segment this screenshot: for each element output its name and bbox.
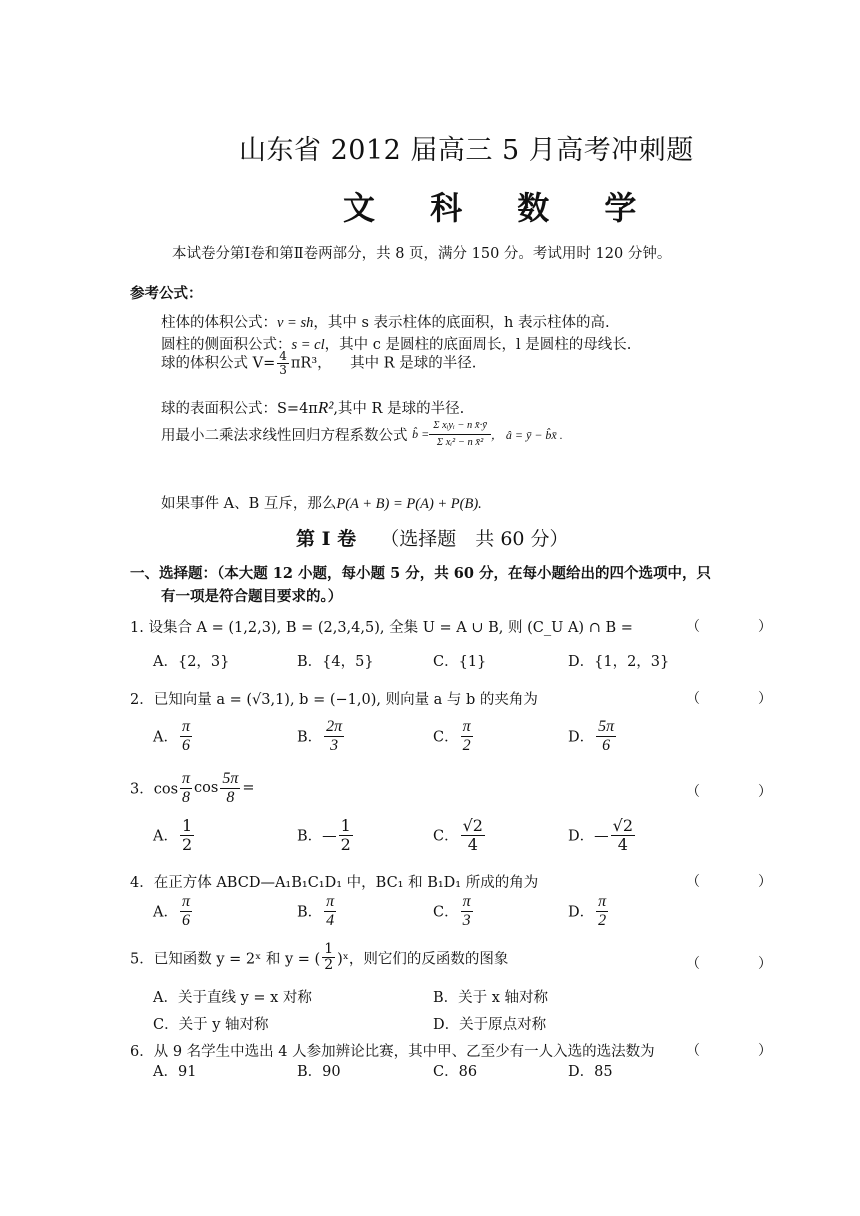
question-5-stem bbox=[130, 942, 508, 974]
fraction-numerator: π bbox=[181, 718, 190, 735]
question-2-option-d[interactable] bbox=[568, 718, 618, 754]
option-label: D．— bbox=[568, 828, 609, 845]
option-fraction bbox=[596, 893, 608, 929]
question-4-answer-paren: （ ） bbox=[686, 874, 794, 890]
question-4-option-b[interactable] bbox=[297, 893, 338, 929]
question-6-answer-paren: （ ） bbox=[686, 1043, 794, 1059]
fraction-denominator: 6 bbox=[181, 911, 190, 929]
option-label: B．— bbox=[297, 828, 337, 845]
option-fraction bbox=[461, 718, 473, 754]
exam-title: 山东省 2012 届高三 5 月高考冲刺题 bbox=[239, 135, 694, 166]
fraction-denominator: 2 bbox=[324, 957, 334, 974]
formula-sphere-area bbox=[161, 397, 464, 418]
question-2-option-c[interactable] bbox=[433, 718, 475, 754]
question-6-option-c[interactable]: C．86 bbox=[433, 1064, 478, 1080]
formula-exclusive-events bbox=[161, 492, 482, 513]
fraction-denominator: 8 bbox=[226, 788, 235, 806]
formula-regression-a: ， â = ȳ − b̂x̄ . bbox=[490, 428, 563, 443]
option-fraction bbox=[611, 817, 635, 853]
formula-sphere-area-suffix: ,其中 R 是球的半径. bbox=[333, 401, 465, 417]
section-title-suffix: （选择题 共 60 分） bbox=[380, 528, 569, 550]
section-heading bbox=[296, 524, 569, 551]
option-label: D． bbox=[568, 904, 595, 921]
question-2-option-b[interactable] bbox=[297, 718, 346, 754]
option-label: C． bbox=[433, 828, 459, 845]
formula-sphere-volume-suffix: 其中 R 是球的半径. bbox=[350, 355, 477, 372]
question-3-option-d[interactable] bbox=[568, 817, 637, 853]
question-6-option-a[interactable]: A．91 bbox=[153, 1064, 197, 1080]
fraction-numerator: 5π bbox=[598, 718, 615, 735]
question-3-stem-mid: cos bbox=[194, 780, 219, 797]
question-4-option-d[interactable] bbox=[568, 893, 610, 929]
question-1-option-c[interactable]: C．{1} bbox=[433, 654, 487, 670]
formula-sphere-volume-tail: πR³， bbox=[290, 355, 332, 372]
fraction-numerator: π bbox=[598, 893, 607, 910]
option-fraction bbox=[461, 817, 485, 853]
question-2-stem: 2．已知向量 a = (√3,1), b = (−1,0), 则向量 a 与 b 的夹角为 bbox=[130, 692, 538, 708]
question-3-fraction-2 bbox=[220, 770, 240, 806]
regression-denominator: Σ xᵢ² − n x̄² bbox=[436, 437, 484, 449]
question-1-option-d[interactable]: D．{1，2，3} bbox=[568, 654, 670, 670]
fraction-numerator: 4 bbox=[279, 349, 287, 363]
formula-regression-prefix: 用最小二乘法求线性回归方程系数公式 bbox=[161, 428, 408, 445]
option-label: B． bbox=[297, 729, 323, 746]
question-2-option-a[interactable] bbox=[153, 718, 194, 754]
question-4-option-c[interactable] bbox=[433, 893, 475, 929]
formula-sphere-volume-prefix: 球的体积公式 V= bbox=[161, 355, 276, 372]
fraction-numerator: π bbox=[462, 718, 471, 735]
question-4-stem: 4．在正方体 ABCD—A₁B₁C₁D₁ 中，BC₁ 和 B₁D₁ 所成的角为 bbox=[130, 875, 539, 891]
fraction-numerator: 1 bbox=[181, 816, 193, 835]
instructions-line-2: 有一项是符合题目要求的。） bbox=[161, 588, 343, 605]
question-6-stem: 6．从 9 名学生中选出 4 人参加辨论比赛，其中甲、乙至少有一人入选的选法数为 bbox=[130, 1044, 655, 1060]
question-3-stem bbox=[130, 770, 255, 806]
fraction-numerator: π bbox=[181, 893, 190, 910]
fraction-numerator: π bbox=[182, 770, 191, 787]
question-3-option-c[interactable] bbox=[433, 817, 487, 853]
option-fraction bbox=[324, 718, 344, 754]
fraction-denominator: 2 bbox=[598, 911, 607, 929]
formula-sphere-volume-fraction bbox=[277, 350, 289, 377]
fraction-denominator: 2 bbox=[462, 736, 471, 754]
question-1-answer-paren: （ ） bbox=[686, 619, 794, 635]
question-5-option-d[interactable]: D．关于原点对称 bbox=[433, 1017, 547, 1033]
formula-sphere-volume bbox=[161, 350, 476, 377]
fraction-numerator: 1 bbox=[340, 816, 351, 835]
option-fraction bbox=[180, 817, 194, 853]
fraction-denominator: 8 bbox=[182, 788, 191, 806]
fraction-denominator: 6 bbox=[602, 736, 611, 754]
formula-regression-fraction bbox=[429, 420, 491, 449]
question-3-answer-paren: （ ） bbox=[686, 784, 794, 800]
question-5-answer-paren: （ ） bbox=[686, 956, 794, 972]
option-fraction bbox=[596, 718, 616, 754]
fraction-denominator: 3 bbox=[279, 363, 287, 378]
question-5-option-c[interactable]: C．关于 y 轴对称 bbox=[153, 1017, 269, 1033]
exam-intro: 本试卷分第Ⅰ卷和第Ⅱ卷两部分，共 8 页，满分 150 分。考试用时 120 分钟。 bbox=[172, 246, 672, 262]
question-1-option-b[interactable]: B．{4，5} bbox=[297, 654, 374, 670]
fraction-numerator: 5π bbox=[222, 770, 239, 787]
formula-regression-b: b̂ = bbox=[412, 427, 430, 442]
instructions-line-1: 一、选择题：（本大题 12 小题，每小题 5 分，共 60 分，在每小题给出的四个选项中，只 bbox=[130, 565, 711, 582]
formulas-heading: 参考公式： bbox=[130, 285, 203, 302]
question-5-fraction bbox=[322, 942, 335, 974]
formula-cylinder-expr: s = cl bbox=[291, 337, 325, 353]
option-fraction bbox=[180, 718, 192, 754]
option-label: A． bbox=[153, 729, 178, 746]
question-5-stem-prefix: 5．已知函数 y = 2ˣ 和 y = ( bbox=[130, 951, 321, 968]
option-fraction bbox=[461, 893, 473, 929]
formula-prism bbox=[161, 311, 610, 332]
fraction-numerator: √2 bbox=[462, 816, 483, 835]
fraction-numerator: √2 bbox=[612, 816, 634, 835]
formula-sphere-area-prefix: 球的表面积公式：S=4π bbox=[161, 401, 318, 417]
question-3-stem-prefix: 3．cos bbox=[130, 781, 179, 798]
formula-cylinder-prefix: 圆柱的侧面积公式： bbox=[161, 337, 292, 353]
formula-exclusive-expr: P(A + B) = P(A) + P(B). bbox=[336, 496, 482, 512]
regression-numerator: Σ xᵢyᵢ − n x̄·ȳ bbox=[429, 420, 491, 435]
formula-prism-expr: v = sh bbox=[277, 315, 314, 331]
option-fraction bbox=[339, 817, 353, 853]
option-label: A． bbox=[153, 904, 178, 921]
question-3-stem-suffix: = bbox=[242, 780, 255, 797]
option-fraction bbox=[180, 893, 192, 929]
question-3-option-b[interactable] bbox=[297, 817, 355, 853]
fraction-denominator: 4 bbox=[326, 911, 335, 929]
fraction-denominator: 4 bbox=[617, 834, 628, 854]
section-title: 第 I 卷 bbox=[296, 528, 357, 550]
fraction-denominator: 2 bbox=[181, 834, 193, 854]
option-fraction bbox=[324, 893, 336, 929]
formula-prism-prefix: 柱体的体积公式： bbox=[161, 315, 277, 331]
fraction-denominator: 3 bbox=[330, 736, 339, 754]
question-5-stem-suffix: )ˣ，则它们的反函数的图象 bbox=[337, 951, 509, 968]
fraction-numerator: 2π bbox=[326, 718, 343, 735]
option-label: C． bbox=[433, 904, 459, 921]
question-5-option-b[interactable]: B．关于 x 轴对称 bbox=[433, 990, 549, 1006]
question-1-option-a[interactable]: A．{2，3} bbox=[153, 654, 230, 670]
question-6-option-b[interactable]: B．90 bbox=[297, 1064, 341, 1080]
exam-subtitle: 文 科 数 学 bbox=[343, 189, 659, 227]
question-3-fraction-1 bbox=[180, 770, 192, 806]
question-5-option-a[interactable]: A．关于直线 y = x 对称 bbox=[153, 990, 312, 1006]
fraction-numerator: π bbox=[326, 893, 335, 910]
formula-cylinder-suffix: ，其中 c 是圆柱的底面周长，l 是圆柱的母线长. bbox=[324, 337, 632, 353]
option-label: B． bbox=[297, 904, 323, 921]
question-3-option-a[interactable] bbox=[153, 817, 196, 853]
fraction-numerator: π bbox=[462, 893, 471, 910]
formula-exclusive-prefix: 如果事件 A、B 互斥，那么 bbox=[161, 496, 337, 512]
question-1-stem: 1. 设集合 A = (1,2,3), B = (2,3,4,5), 全集 U = A ∪ B, 则 (C_U A) ∩ B = bbox=[130, 620, 633, 636]
fraction-denominator: 4 bbox=[467, 834, 478, 854]
question-4-option-a[interactable] bbox=[153, 893, 194, 929]
formula-sphere-area-r: R² bbox=[317, 398, 334, 417]
fraction-denominator: 3 bbox=[462, 911, 471, 929]
option-label: A． bbox=[153, 828, 178, 845]
option-label: D． bbox=[568, 729, 595, 746]
fraction-denominator: 6 bbox=[181, 736, 190, 754]
formula-regression bbox=[161, 420, 563, 449]
question-6-option-d[interactable]: D．85 bbox=[568, 1064, 613, 1080]
fraction-numerator: 1 bbox=[324, 941, 334, 957]
option-label: C． bbox=[433, 729, 459, 746]
fraction-denominator: 2 bbox=[340, 834, 351, 854]
formula-prism-suffix: ，其中 s 表示柱体的底面积，h 表示柱体的高. bbox=[313, 315, 610, 331]
question-2-answer-paren: （ ） bbox=[686, 691, 794, 707]
